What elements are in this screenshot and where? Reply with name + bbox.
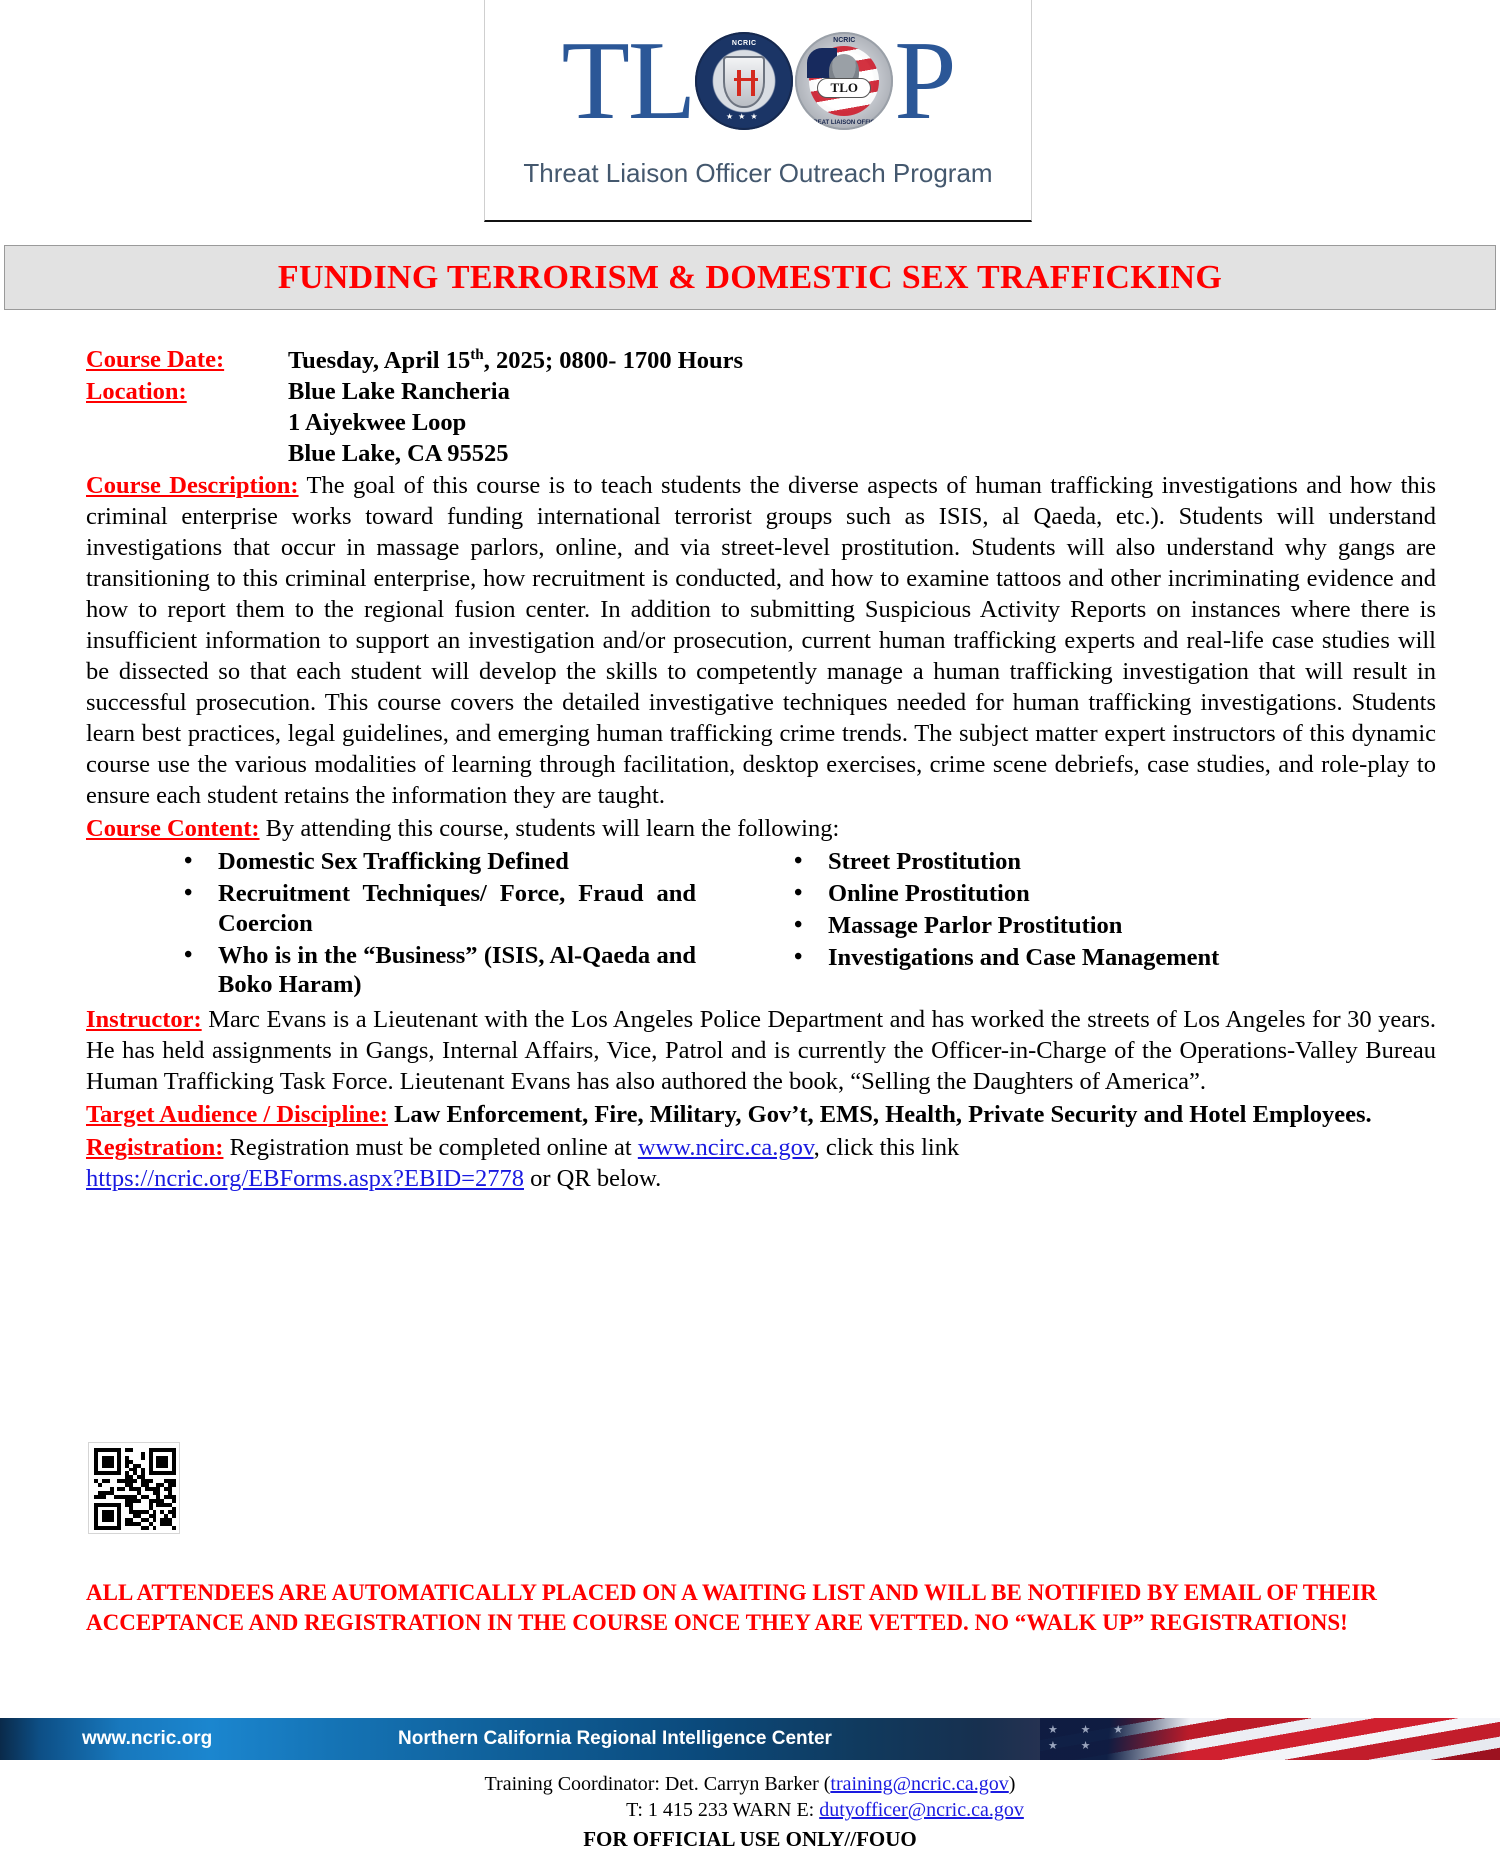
course-content-right-column — [696, 847, 1336, 1002]
course-content-label: Course Content: — [86, 814, 260, 842]
list-item-label: Who is in the “Business” (ISIS, Al-Qaeda and Boko Haram) — [218, 941, 696, 999]
bullet-icon: • — [184, 879, 193, 906]
waiting-list-warning: ALL ATTENDEES ARE AUTOMATICALLY PLACED ON A WAITING LIST AND WILL BE NOTIFIED BY EMAIL OF THEIR ACCEPTANCE AND REGISTRATION IN THE COURSE ONCE THEY ARE VETTED. NO “WALK UP” REGISTRATIONS! — [86, 1580, 1377, 1635]
target-audience-paragraph — [86, 1100, 1436, 1131]
course-date-ordinal: th — [470, 346, 484, 363]
training-coordinator-line — [0, 1771, 1500, 1797]
page-title: FUNDING TERRORISM & DOMESTIC SEX TRAFFICKING — [277, 258, 1223, 296]
course-description-label: Course Description: — [86, 472, 299, 500]
target-audience-text: Law Enforcement, Fire, Military, Gov’t, EMS, Health, Private Security and Hotel Employees. — [387, 1101, 1372, 1129]
tloop-logo-box — [484, 0, 1032, 222]
registration-text-mid: , click this link — [813, 1134, 960, 1162]
registration-text-post: or QR below. — [524, 1165, 662, 1193]
registration-label: Registration: — [86, 1134, 224, 1162]
training-coordinator-text: Training Coordinator: Det. Carryn Barker ( — [484, 1773, 831, 1795]
course-content-left-column — [86, 847, 696, 1002]
list-item-label: Online Prostitution — [828, 879, 1030, 907]
location-row — [86, 377, 1436, 408]
tlo-seal-label: TLO — [817, 78, 871, 98]
course-date-value-pre: Tuesday, April 15 — [288, 347, 471, 375]
course-details-table — [86, 345, 1436, 470]
course-content-columns — [86, 847, 1436, 1002]
location-row-3 — [86, 439, 1436, 470]
logo-wordmark — [561, 6, 954, 156]
list-item — [786, 943, 1336, 973]
registration-link-ncirc[interactable]: www.ncirc.ca.gov — [637, 1134, 814, 1162]
location-row-2 — [86, 408, 1436, 439]
logo-tagline: Threat Liaison Officer Outreach Program — [523, 158, 993, 188]
instructor-label: Instructor: — [86, 1006, 202, 1034]
ncric-seal-icon — [695, 32, 793, 130]
course-content-intro-text: By attending this course, students will learn the following: — [259, 814, 840, 842]
duty-officer-line — [0, 1797, 1500, 1823]
course-title-banner — [4, 245, 1496, 310]
registration-text-pre: Registration must be completed online at — [223, 1134, 638, 1162]
instructor-paragraph — [86, 1005, 1436, 1098]
list-item — [176, 847, 696, 877]
footer-contact-block — [0, 1771, 1500, 1824]
list-item — [176, 879, 696, 939]
course-content-left-list — [176, 847, 696, 1000]
duty-officer-email-link[interactable]: dutyofficer@ncric.ca.gov — [819, 1799, 1024, 1822]
ncric-footer-banner — [0, 1718, 1500, 1760]
ncric-shield-icon — [723, 56, 765, 108]
course-date-value-post: , 2025; 0800- 1700 Hours — [483, 347, 744, 375]
footer-organization-name: Northern California Regional Intelligence Center — [398, 1728, 832, 1749]
tlo-ring-top-label: NCRIC — [833, 37, 856, 44]
footer-website-url[interactable]: www.ncric.org — [82, 1728, 213, 1749]
registration-qr-code[interactable] — [88, 1442, 180, 1534]
bullet-icon: • — [794, 943, 803, 970]
tlo-ring-bottom-label: THREAT LIAISON OFFICER — [805, 120, 884, 126]
fouo-marking: FOR OFFICIAL USE ONLY//FOUO — [583, 1827, 917, 1851]
phone-text: T: 1 415 233 WARN E: — [626, 1799, 820, 1822]
ncric-seal-label: NCRIC — [731, 40, 757, 47]
qr-code-matrix — [94, 1448, 176, 1530]
course-description-paragraph — [86, 471, 1436, 812]
list-item — [786, 847, 1336, 877]
list-item — [176, 941, 696, 1001]
flag-stars-icon: ★ ★ ★ ★ ★ — [1048, 1724, 1134, 1752]
training-coordinator-paren: ) — [1008, 1773, 1016, 1795]
list-item — [786, 911, 1336, 941]
ncric-stars-icon: ★★★ — [726, 112, 763, 121]
registration-paragraph — [86, 1133, 1436, 1195]
list-item-label: Investigations and Case Management — [828, 943, 1220, 971]
instructor-text: Marc Evans is a Lieutenant with the Los Angeles Police Department and has worked the streets of Los Angeles for 30 years. He has held assignments in Gangs, Internal Affairs, Vice, Patrol and is currently the Officer-in-Charge of the Operations-Valley Bureau Human Trafficking Task Force. Lieutenant Evans has also authored the book, “Selling the Daughters of America”. — [86, 1006, 1437, 1096]
registration-link-ebforms[interactable]: https://ncric.org/EBForms.aspx?EBID=2778 — [86, 1165, 524, 1193]
tlo-seal-icon — [795, 32, 893, 130]
location-line-3: Blue Lake, CA 95525 — [288, 440, 509, 468]
logo-letters-right: P — [894, 19, 955, 143]
flyer-body — [86, 345, 1436, 1220]
bullet-icon: • — [794, 847, 803, 874]
list-item — [786, 879, 1336, 909]
list-item-label: Massage Parlor Prostitution — [828, 911, 1123, 939]
course-date-value — [288, 345, 743, 377]
course-content-right-list — [786, 847, 1336, 973]
location-label: Location: — [86, 378, 187, 406]
location-spacer-1 — [86, 408, 288, 439]
course-date-label: Course Date: — [86, 346, 225, 373]
target-audience-label: Target Audience / Discipline: — [86, 1101, 388, 1129]
list-item-label: Recruitment Techniques/ Force, Fraud and Coercion — [218, 879, 696, 937]
logo-letters-left: TL — [561, 19, 695, 143]
list-item-label: Domestic Sex Trafficking Defined — [218, 847, 569, 875]
list-item-label: Street Prostitution — [828, 847, 1022, 875]
location-spacer-2 — [86, 439, 288, 470]
bullet-icon: • — [794, 911, 803, 938]
training-email-link[interactable]: training@ncric.ca.gov — [830, 1773, 1009, 1795]
course-content-intro — [86, 814, 1436, 845]
bullet-icon: • — [184, 941, 193, 968]
location-line-2: 1 Aiyekwee Loop — [288, 409, 467, 437]
course-description-text: The goal of this course is to teach students the diverse aspects of human trafficking investigations and how this criminal enterprise works toward funding international terrorist groups such as ISIS, al Qaeda, etc.). Students will understand investigations that occur in massage parlors, online, and via street-level prostitution. Students will also understand why gangs are transitioning to this criminal enterprise, how recruitment is conducted, and how to examine tattoos and other incriminating evidence and how to report them to the regional fusion center. In addition to submitting Suspicious Activity Reports on instances where there is insufficient information to support an investigation and/or prosecution, current human trafficking experts and real-life case studies will be dissected so that each student will develop the skills to competently manage a human trafficking investigation that will result in successful prosecution. This course covers the detailed investigative techniques needed for human trafficking investigations. Students learn best practices, legal guidelines, and emerging human trafficking crime trends. The subject matter expert instructors of this dynamic course use the various modalities of learning through facilitation, desktop exercises, crime scene debriefs, case studies, and role-play to ensure each student retains the information they are taught. — [86, 472, 1436, 809]
bullet-icon: • — [184, 847, 193, 874]
location-line-1: Blue Lake Rancheria — [288, 378, 510, 406]
course-date-row — [86, 345, 1436, 377]
golden-gate-bridge-icon — [734, 70, 758, 96]
bullet-icon: • — [794, 879, 803, 906]
